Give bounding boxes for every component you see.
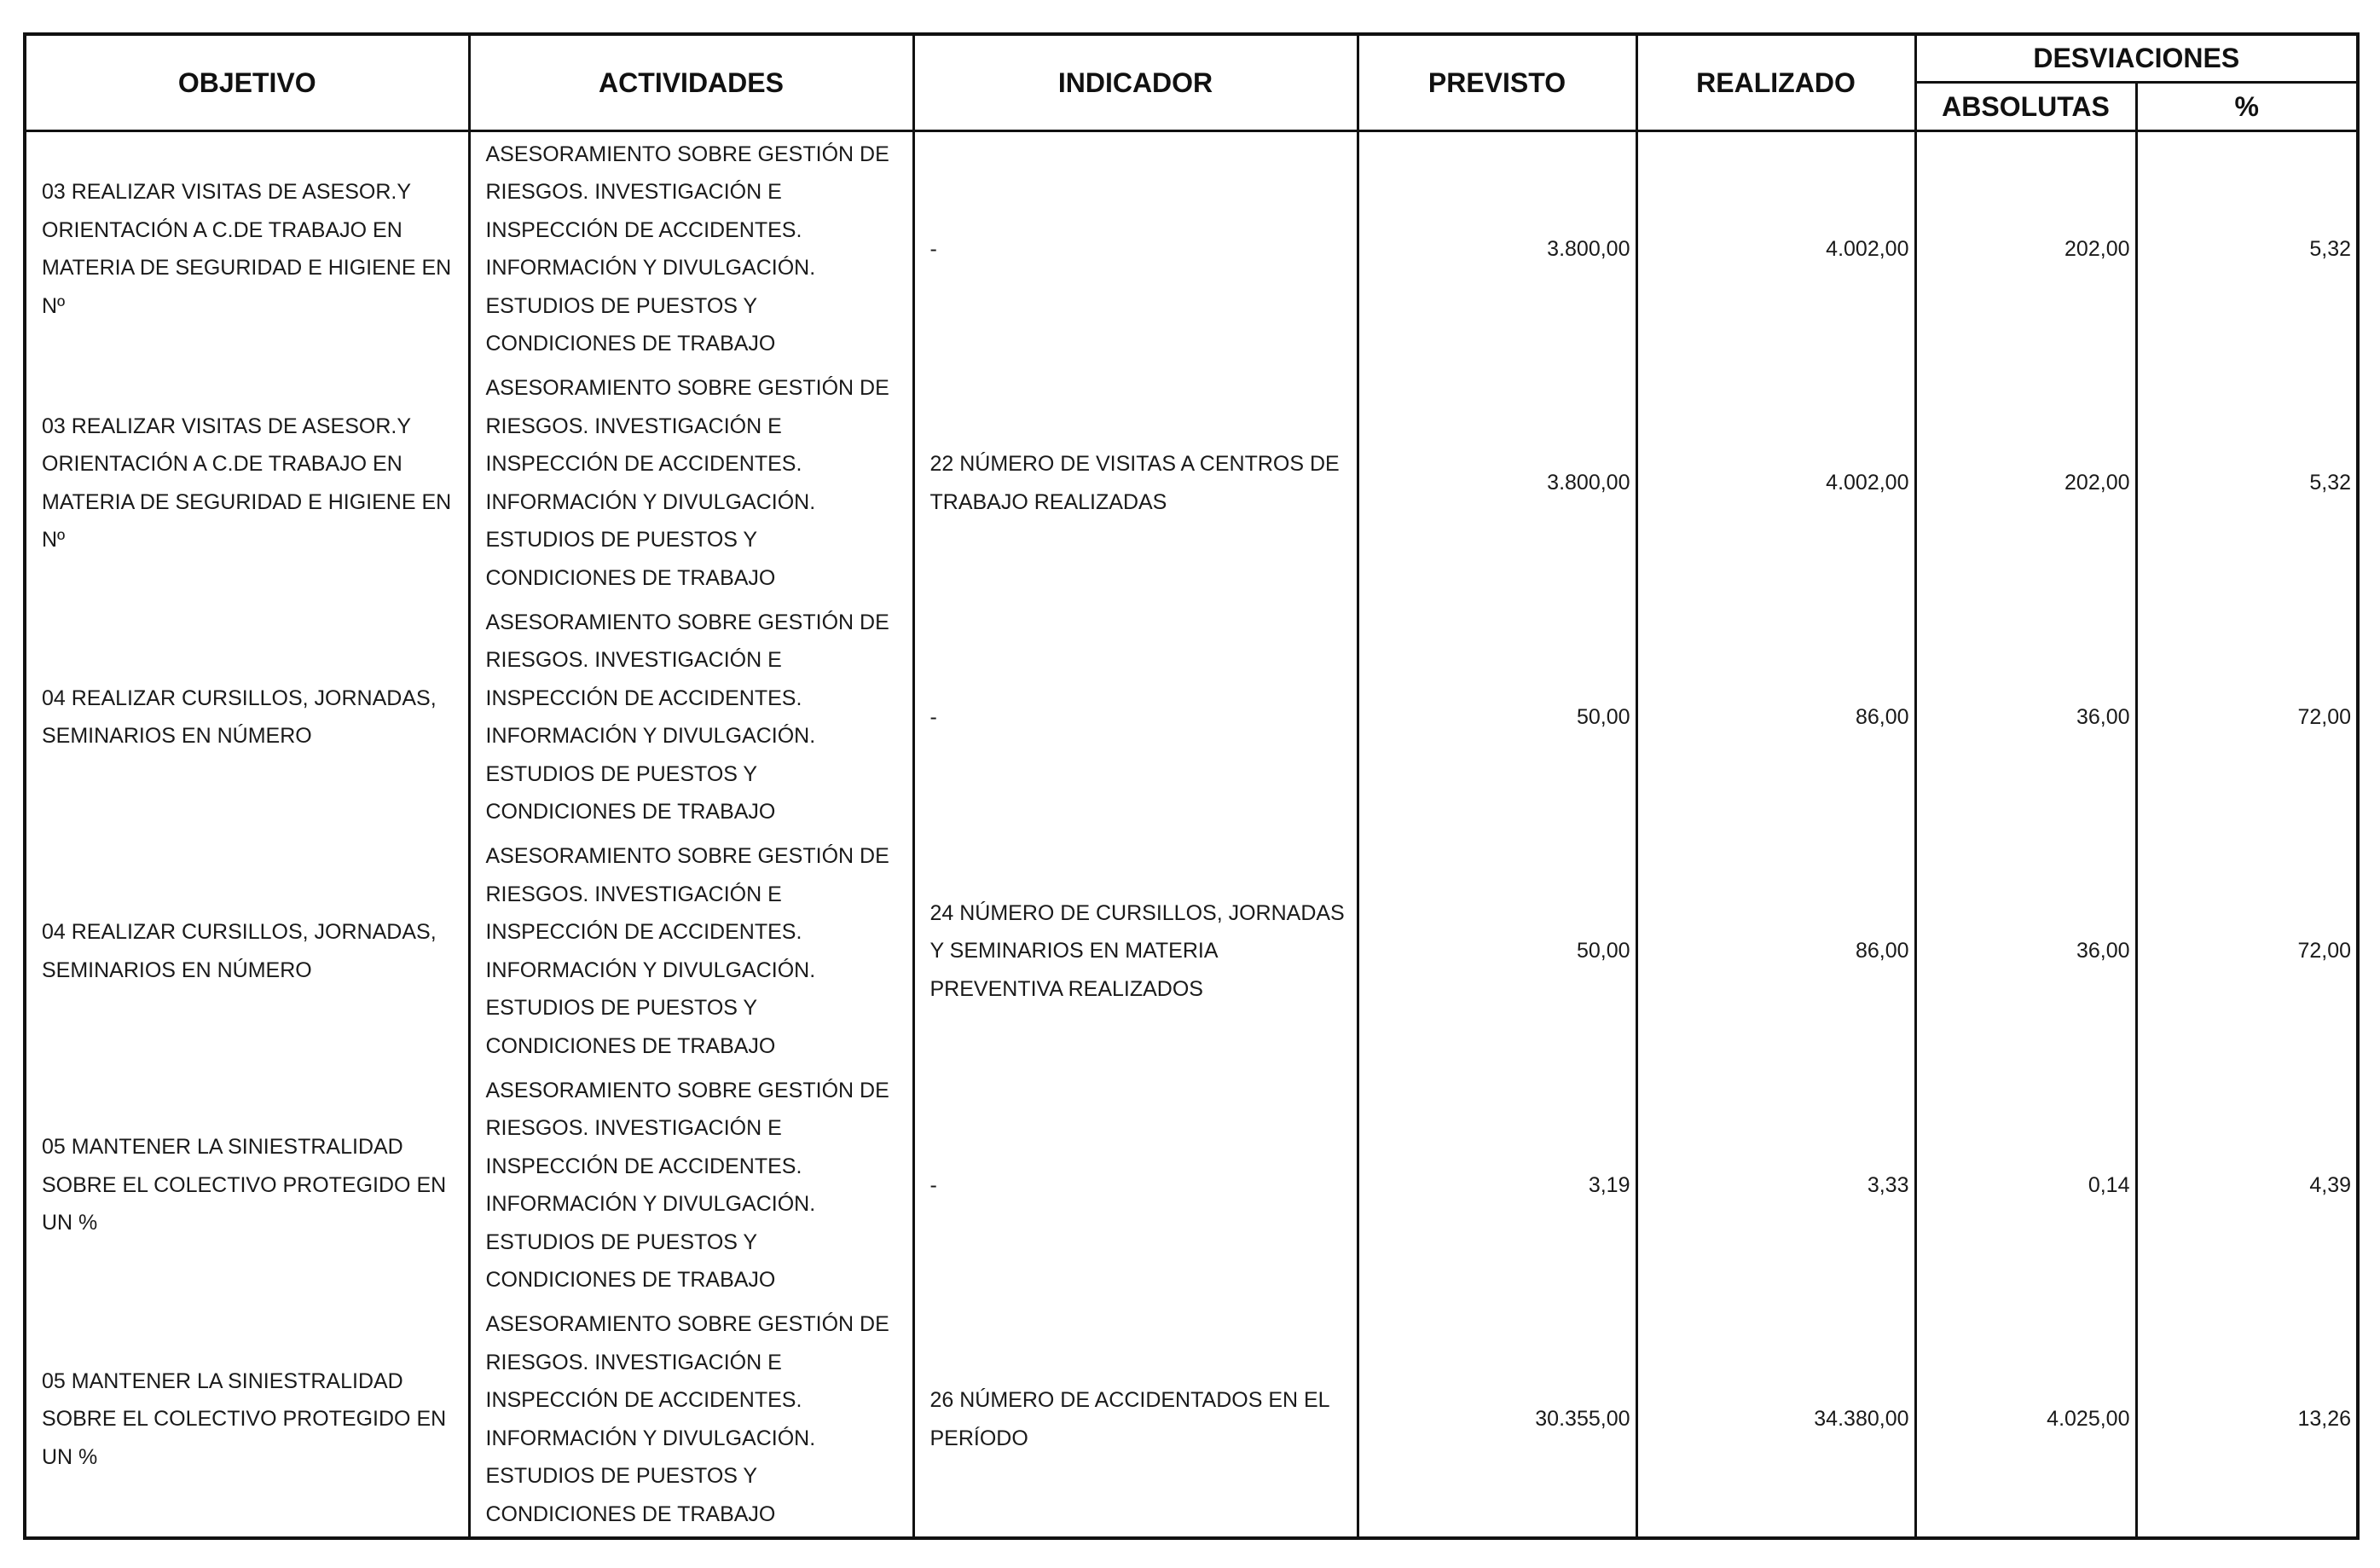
cell-objetivo — [25, 600, 469, 834]
cell-previsto: 3.800,00 — [1358, 367, 1636, 600]
cell-actividades — [469, 367, 913, 600]
cell-porcentaje: 5,32 — [2136, 131, 2358, 367]
cell-realizado: 86,00 — [1636, 834, 1915, 1068]
cell-objetivo — [25, 1068, 469, 1302]
objetivo-text: 04 REALIZAR CURSILLOS, JORNADAS, SEMINARIOS EN NÚMERO — [42, 920, 437, 982]
table-body — [25, 131, 2358, 1539]
cell-objetivo — [25, 834, 469, 1068]
indicador-text: - — [929, 704, 937, 729]
cell-previsto: 30.355,00 — [1358, 1302, 1636, 1538]
cell-absolutas: 4.025,00 — [1915, 1302, 2136, 1538]
objetivo-text: 04 REALIZAR CURSILLOS, JORNADAS, SEMINARIOS EN NÚMERO — [42, 686, 437, 749]
header-absolutas: ABSOLUTAS — [1915, 83, 2136, 131]
cell-indicador — [913, 367, 1358, 600]
header-row-1 — [25, 34, 2358, 83]
cell-indicador — [913, 600, 1358, 834]
table-row — [25, 834, 2358, 1068]
actividades-text: ASESORAMIENTO SOBRE GESTIÓN DE RIESGOS. INVESTIGACIÓN E INSPECCIÓN DE ACCIDENTES. INFORMACIÓN Y DIVULGACIÓN. ESTUDIOS DE PUESTOS Y CONDICIONES DE TRABAJO — [485, 1312, 889, 1526]
indicador-text: - — [929, 1172, 937, 1197]
table-row — [25, 1302, 2358, 1538]
header-indicador: INDICADOR — [913, 34, 1358, 131]
cell-previsto: 3.800,00 — [1358, 131, 1636, 367]
header-objetivo: OBJETIVO — [25, 34, 469, 131]
objetivo-text: 05 MANTENER LA SINIESTRALIDAD SOBRE EL COLECTIVO PROTEGIDO EN UN % — [42, 1135, 447, 1235]
table-header — [25, 34, 2358, 131]
cell-actividades — [469, 131, 913, 367]
cell-indicador — [913, 1068, 1358, 1302]
cell-previsto: 3,19 — [1358, 1068, 1636, 1302]
indicador-text: 22 NÚMERO DE VISITAS A CENTROS DE TRABAJO REALIZADAS — [929, 452, 1340, 514]
cell-absolutas: 202,00 — [1915, 131, 2136, 367]
cell-absolutas: 36,00 — [1915, 600, 2136, 834]
indicador-text: 26 NÚMERO DE ACCIDENTADOS EN EL PERÍODO — [929, 1388, 1329, 1450]
actividades-text: ASESORAMIENTO SOBRE GESTIÓN DE RIESGOS. INVESTIGACIÓN E INSPECCIÓN DE ACCIDENTES. INFORMACIÓN Y DIVULGACIÓN. ESTUDIOS DE PUESTOS Y CONDICIONES DE TRABAJO — [485, 610, 889, 825]
cell-actividades — [469, 1068, 913, 1302]
cell-absolutas: 0,14 — [1915, 1068, 2136, 1302]
cell-actividades — [469, 1302, 913, 1538]
actividades-text: ASESORAMIENTO SOBRE GESTIÓN DE RIESGOS. INVESTIGACIÓN E INSPECCIÓN DE ACCIDENTES. INFORMACIÓN Y DIVULGACIÓN. ESTUDIOS DE PUESTOS Y CONDICIONES DE TRABAJO — [485, 142, 889, 356]
cell-porcentaje: 13,26 — [2136, 1302, 2358, 1538]
header-porcentaje: % — [2136, 83, 2358, 131]
header-previsto: PREVISTO — [1358, 34, 1636, 131]
objetivo-text: 03 REALIZAR VISITAS DE ASESOR.Y ORIENTACIÓN A C.DE TRABAJO EN MATERIA DE SEGURIDAD E HIGIENE EN Nº — [42, 414, 452, 553]
table-row — [25, 131, 2358, 367]
cell-absolutas: 202,00 — [1915, 367, 2136, 600]
actividades-text: ASESORAMIENTO SOBRE GESTIÓN DE RIESGOS. INVESTIGACIÓN E INSPECCIÓN DE ACCIDENTES. INFORMACIÓN Y DIVULGACIÓN. ESTUDIOS DE PUESTOS Y CONDICIONES DE TRABAJO — [485, 1078, 889, 1293]
cell-indicador — [913, 834, 1358, 1068]
cell-objetivo — [25, 367, 469, 600]
objectives-table — [23, 32, 2360, 1540]
cell-realizado: 4.002,00 — [1636, 131, 1915, 367]
cell-porcentaje: 72,00 — [2136, 600, 2358, 834]
objetivo-text: 03 REALIZAR VISITAS DE ASESOR.Y ORIENTACIÓN A C.DE TRABAJO EN MATERIA DE SEGURIDAD E HIGIENE EN Nº — [42, 180, 452, 318]
cell-realizado: 34.380,00 — [1636, 1302, 1915, 1538]
cell-realizado: 4.002,00 — [1636, 367, 1915, 600]
cell-previsto: 50,00 — [1358, 600, 1636, 834]
header-desviaciones: DESVIACIONES — [1915, 34, 2358, 83]
actividades-text: ASESORAMIENTO SOBRE GESTIÓN DE RIESGOS. INVESTIGACIÓN E INSPECCIÓN DE ACCIDENTES. INFORMACIÓN Y DIVULGACIÓN. ESTUDIOS DE PUESTOS Y CONDICIONES DE TRABAJO — [485, 844, 889, 1058]
cell-porcentaje: 4,39 — [2136, 1068, 2358, 1302]
objetivo-text: 05 MANTENER LA SINIESTRALIDAD SOBRE EL COLECTIVO PROTEGIDO EN UN % — [42, 1368, 447, 1469]
cell-realizado: 3,33 — [1636, 1068, 1915, 1302]
table-row — [25, 1068, 2358, 1302]
cell-actividades — [469, 834, 913, 1068]
cell-indicador — [913, 131, 1358, 367]
cell-objetivo — [25, 1302, 469, 1538]
indicador-text: - — [929, 237, 937, 261]
table-row — [25, 600, 2358, 834]
table-row — [25, 367, 2358, 600]
cell-realizado: 86,00 — [1636, 600, 1915, 834]
cell-absolutas: 36,00 — [1915, 834, 2136, 1068]
cell-porcentaje: 5,32 — [2136, 367, 2358, 600]
cell-indicador — [913, 1302, 1358, 1538]
cell-previsto: 50,00 — [1358, 834, 1636, 1068]
header-realizado: REALIZADO — [1636, 34, 1915, 131]
cell-actividades — [469, 600, 913, 834]
cell-porcentaje: 72,00 — [2136, 834, 2358, 1068]
actividades-text: ASESORAMIENTO SOBRE GESTIÓN DE RIESGOS. INVESTIGACIÓN E INSPECCIÓN DE ACCIDENTES. INFORMACIÓN Y DIVULGACIÓN. ESTUDIOS DE PUESTOS Y CONDICIONES DE TRABAJO — [485, 376, 889, 590]
cell-objetivo — [25, 131, 469, 367]
indicador-text: 24 NÚMERO DE CURSILLOS, JORNADAS Y SEMINARIOS EN MATERIA PREVENTIVA REALIZADOS — [929, 900, 1345, 1001]
header-actividades: ACTIVIDADES — [469, 34, 913, 131]
